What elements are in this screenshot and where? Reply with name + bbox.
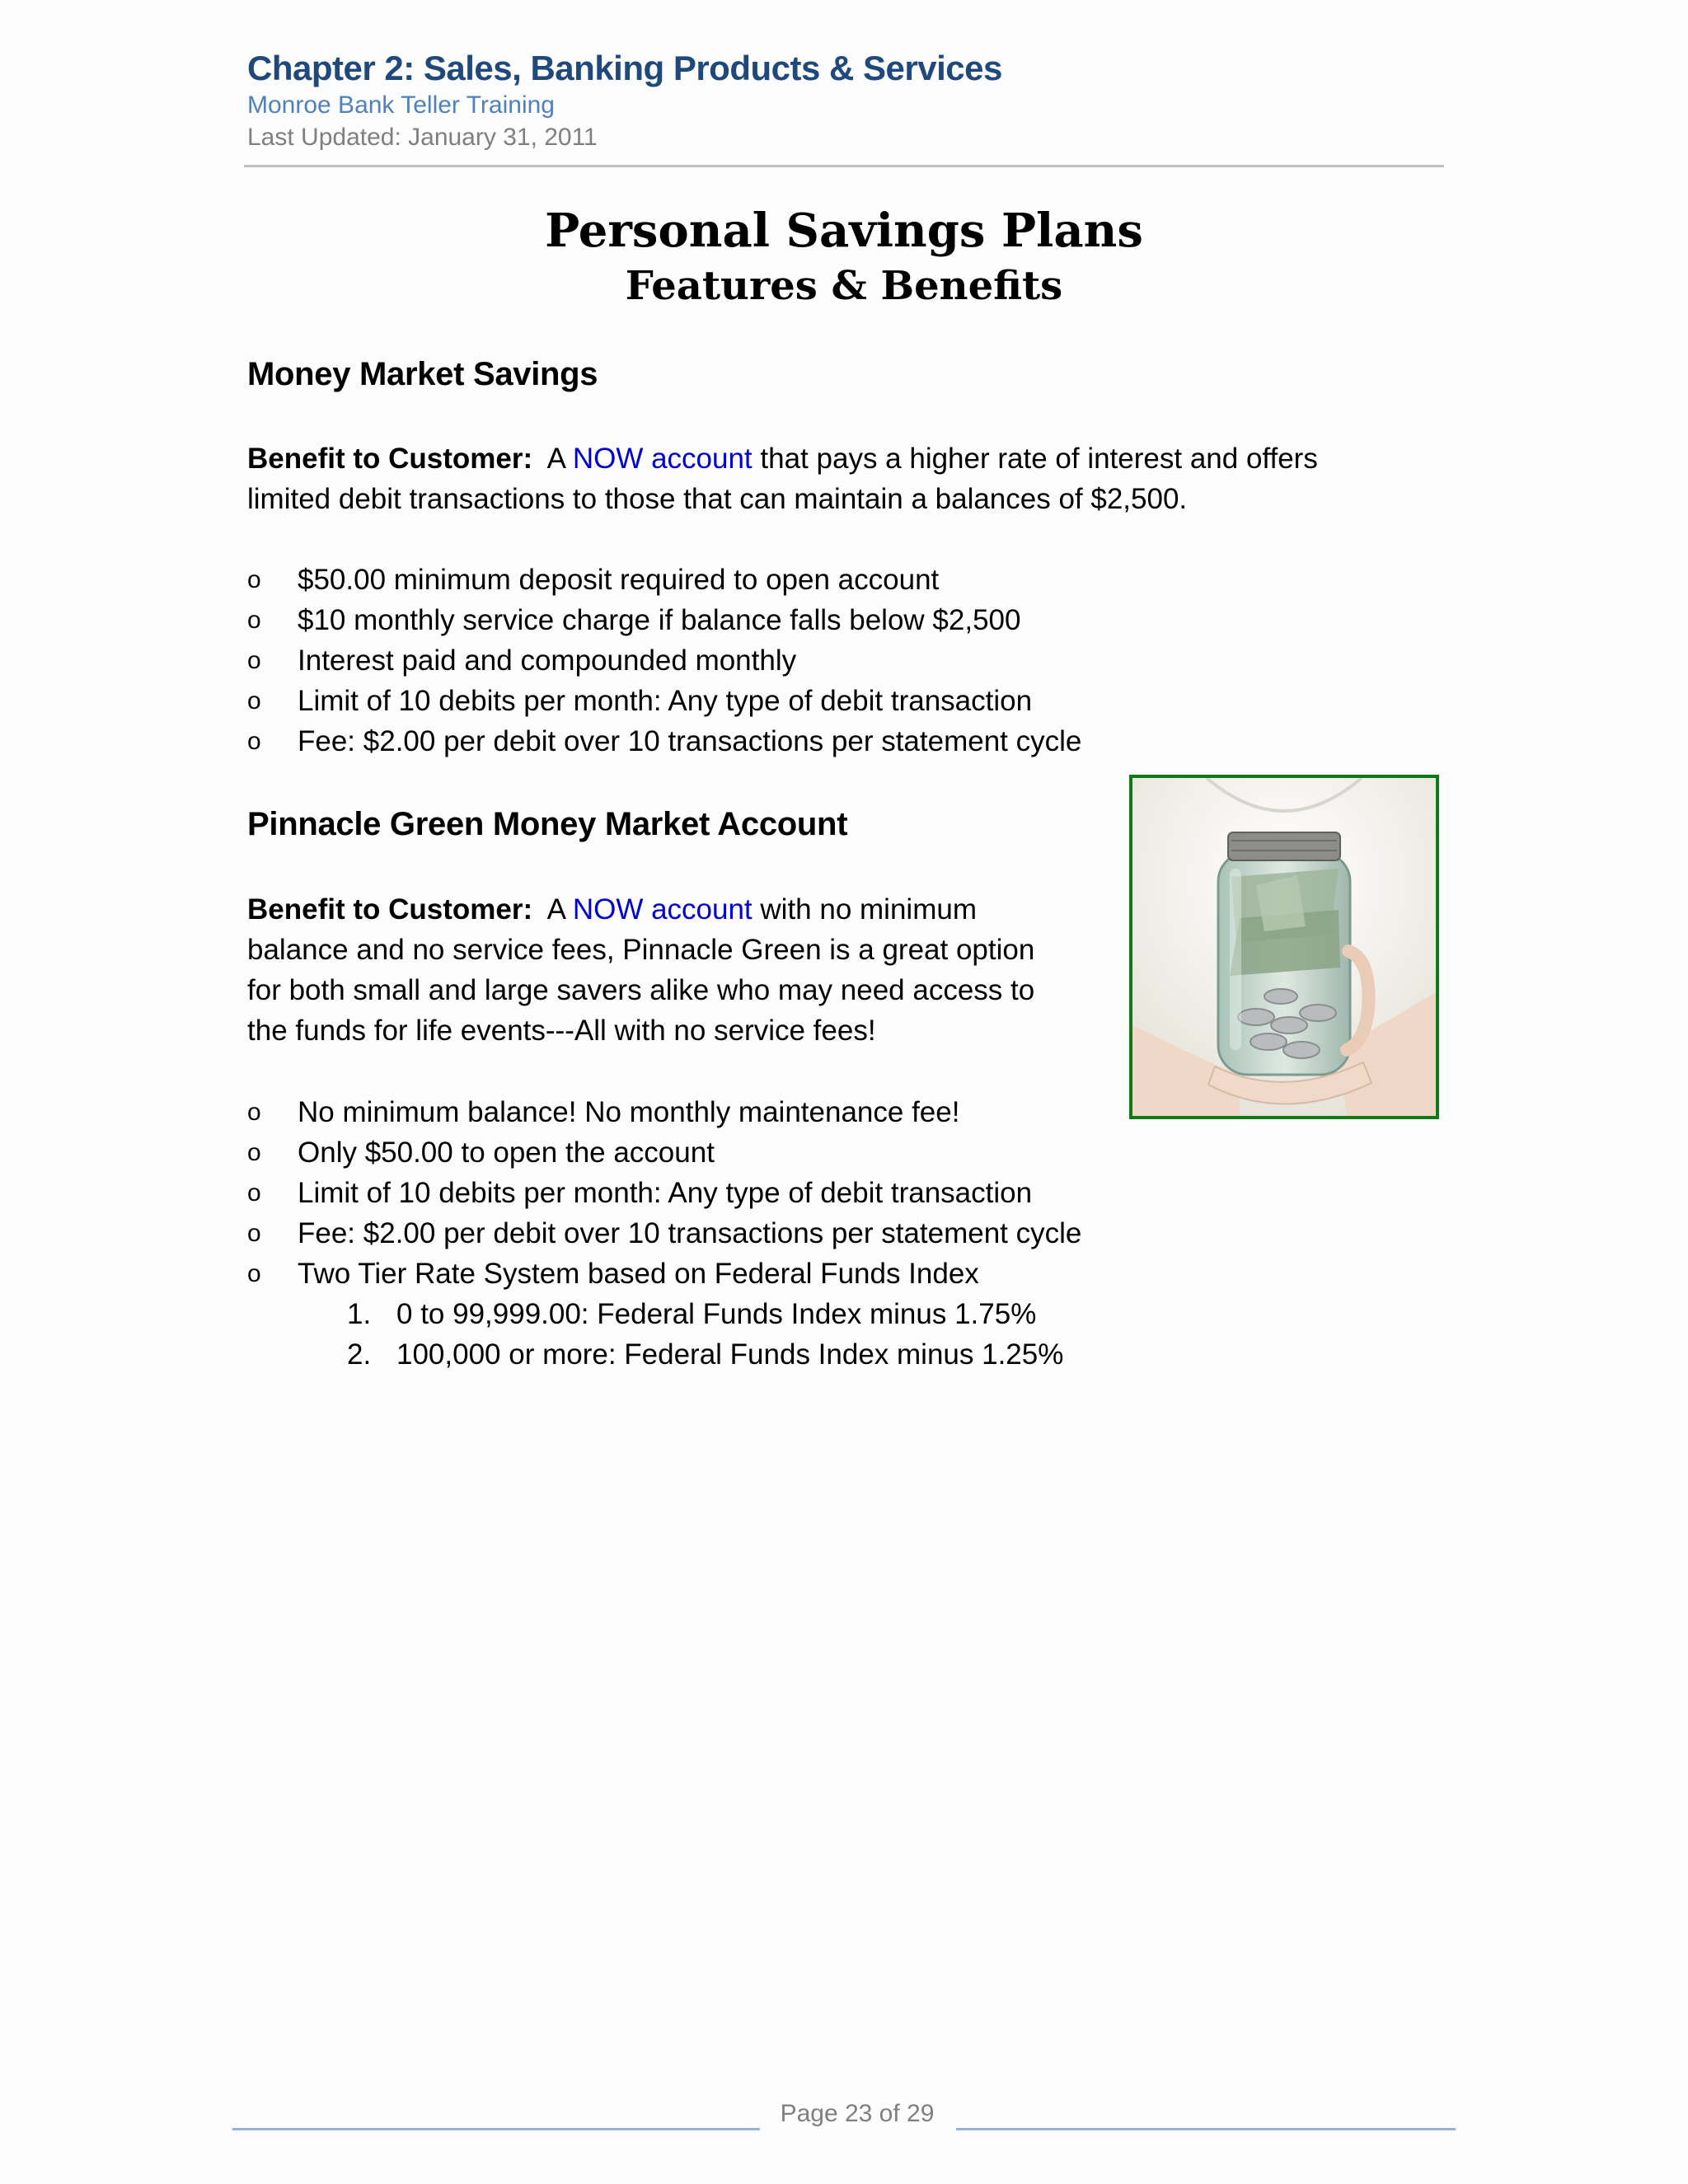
list-item [247, 1213, 1081, 1254]
money-market-heading: Money Market Savings [247, 356, 598, 392]
benefit-line: for both small and large savers alike who may need access to [247, 974, 1035, 1006]
benefit-line: the funds for life events---All with no service fees! [247, 1015, 876, 1047]
pinnacle-heading: Pinnacle Green Money Market Account [247, 806, 848, 842]
benefit-line: limited debit transactions to those that can maintain a balances of $2,500. [247, 483, 1188, 515]
last-updated: Last Updated: January 31, 2011 [247, 124, 598, 151]
list-item [247, 1173, 1081, 1213]
benefit-text: that pays a higher rate of interest and offers [760, 443, 1318, 475]
header-divider [244, 165, 1444, 167]
pinnacle-features [247, 1092, 1081, 1375]
bullet-icon: o [247, 728, 261, 755]
now-account-link[interactable]: NOW account [572, 893, 753, 926]
benefit-article: A [546, 443, 565, 475]
benefit-line [247, 889, 1034, 930]
tier-number: 2. [347, 1338, 372, 1371]
money-jar-photo [1129, 775, 1439, 1119]
list-item-text: Fee: $2.00 per debit over 10 transactions per statement cycle [298, 1217, 1082, 1249]
tier-text: 100,000 or more: Federal Funds Index minus 1.25% [396, 1338, 1064, 1371]
list-item [247, 1254, 1081, 1375]
footer-rule-right [956, 2128, 1456, 2130]
money-jar-illustration [1132, 778, 1436, 1116]
header-subtitle: Monroe Bank Teller Training [247, 91, 555, 119]
benefit-line [247, 438, 1318, 479]
page-header [247, 48, 1444, 153]
chapter-title: Chapter 2: Sales, Banking Products & Services [247, 49, 1002, 87]
benefit-label: Benefit to Customer: [247, 893, 533, 926]
list-item-text: Only $50.00 to open the account [298, 1137, 715, 1169]
page-subtitle: Features & Benefits [625, 263, 1063, 309]
benefit-text: with no minimum [760, 893, 977, 926]
rate-tier-list [298, 1294, 1081, 1375]
bullet-icon: o [247, 566, 261, 593]
bullet-icon: o [247, 1260, 261, 1287]
page-title: Personal Savings Plans [545, 204, 1143, 258]
bullet-icon: o [247, 1179, 261, 1207]
bullet-icon: o [247, 687, 261, 715]
money-market-benefit [247, 438, 1318, 519]
list-item [247, 640, 1081, 681]
bullet-icon: o [247, 1099, 261, 1126]
list-item-text: Limit of 10 debits per month: Any type of debit transaction [298, 1177, 1033, 1209]
pinnacle-benefit [247, 889, 1034, 1051]
list-item-text: Fee: $2.00 per debit over 10 transactions per statement cycle [298, 725, 1082, 757]
list-item-text: $50.00 minimum deposit required to open account [298, 564, 940, 596]
rate-tier-item [347, 1294, 1131, 1334]
bullet-icon: o [247, 647, 261, 674]
benefit-line: balance and no service fees, Pinnacle Green is a great option [247, 934, 1035, 966]
bullet-icon: o [247, 607, 261, 634]
list-item-text: Interest paid and compounded monthly [298, 644, 797, 677]
list-item [247, 721, 1081, 762]
benefit-article: A [546, 893, 565, 926]
list-item [247, 600, 1081, 640]
bullet-icon: o [247, 1220, 261, 1247]
tier-text: 0 to 99,999.00: Federal Funds Index minus 1.75% [396, 1298, 1037, 1330]
list-item [247, 681, 1081, 721]
tier-number: 1. [347, 1298, 372, 1330]
rate-tier-item [347, 1334, 1131, 1375]
list-item [247, 560, 1081, 600]
money-market-features [247, 560, 1081, 762]
list-item-text: Two Tier Rate System based on Federal Funds Index [298, 1258, 979, 1290]
now-account-link[interactable]: NOW account [572, 443, 753, 475]
list-item [247, 1132, 1081, 1173]
page-number: Page 23 of 29 [780, 2100, 935, 2127]
benefit-label: Benefit to Customer: [247, 443, 533, 475]
bullet-icon: o [247, 1139, 261, 1166]
list-item-text: $10 monthly service charge if balance falls below $2,500 [298, 604, 1021, 636]
list-item [247, 1092, 1081, 1132]
list-item-text: No minimum balance! No monthly maintenance fee! [298, 1096, 960, 1128]
list-item-text: Limit of 10 debits per month: Any type of debit transaction [298, 685, 1033, 717]
